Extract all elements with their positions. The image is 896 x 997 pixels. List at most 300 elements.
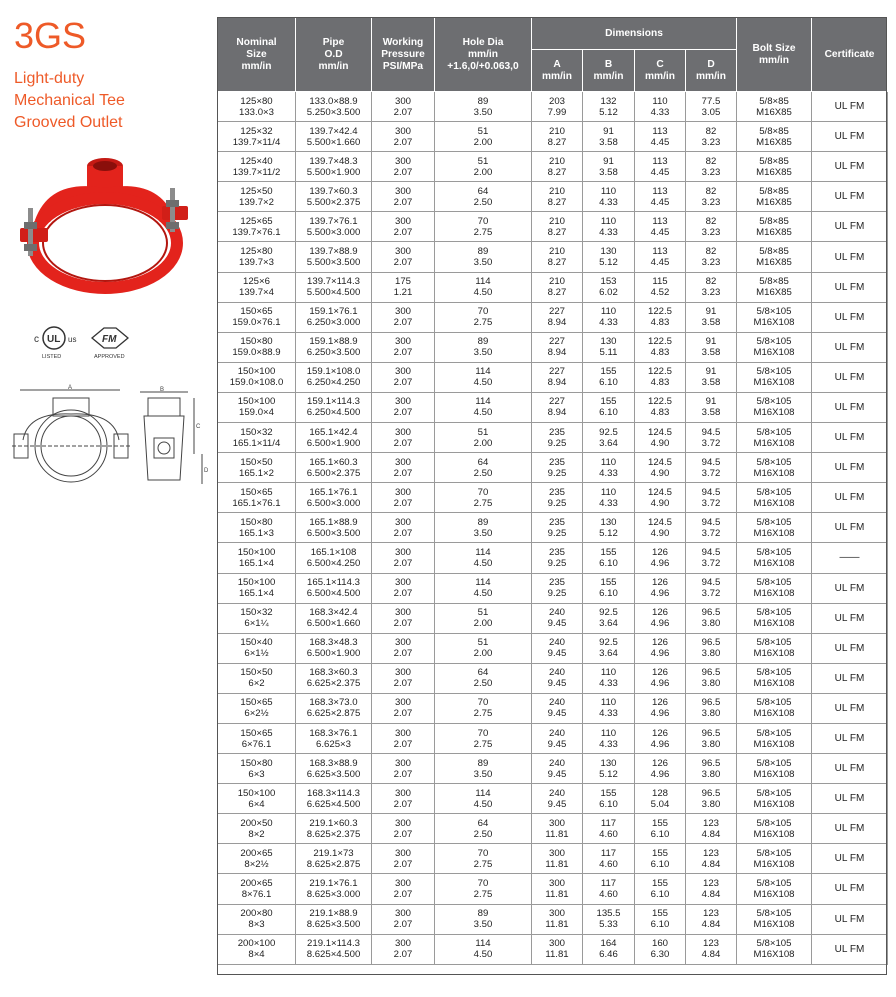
cell-working-pressure: 300 2.07 — [372, 784, 435, 814]
model-title: 3GS — [14, 15, 87, 56]
cell-nominal-size: 150×32 165.1×11/4 — [218, 423, 296, 453]
cell-dim-a: 240 9.45 — [532, 603, 583, 633]
table-row — [218, 423, 888, 453]
cell-bolt-size: 5/8×85 M16X85 — [737, 122, 812, 152]
cell-working-pressure: 300 2.07 — [372, 754, 435, 784]
cell-bolt-size: 5/8×105 M16X108 — [737, 663, 812, 693]
cell-certificate: UL FM — [812, 392, 888, 422]
cell-pipe-od: 159.1×108.0 6.250×4.250 — [296, 362, 372, 392]
cell-dim-d: 123 4.84 — [686, 874, 737, 904]
cell-dim-b: 110 4.33 — [583, 723, 635, 753]
cell-bolt-size: 5/8×105 M16X108 — [737, 362, 812, 392]
cell-pipe-od: 219.1×88.9 8.625×3.500 — [296, 904, 372, 934]
cell-dim-a: 300 11.81 — [532, 874, 583, 904]
cell-working-pressure: 300 2.07 — [372, 663, 435, 693]
table-row — [218, 543, 888, 573]
cell-dim-d: 94.5 3.72 — [686, 543, 737, 573]
cell-pipe-od: 133.0×88.9 5.250×3.500 — [296, 92, 372, 122]
cell-certificate: UL FM — [812, 212, 888, 242]
cell-bolt-size: 5/8×85 M16X85 — [737, 152, 812, 182]
cell-bolt-size: 5/8×105 M16X108 — [737, 904, 812, 934]
cell-dim-b: 130 5.12 — [583, 754, 635, 784]
cell-pipe-od: 168.3×73.0 6.625×2.875 — [296, 693, 372, 723]
cell-dim-a: 235 9.25 — [532, 513, 583, 543]
cell-bolt-size: 5/8×105 M16X108 — [737, 633, 812, 663]
cell-hole-dia: 51 2.00 — [435, 423, 532, 453]
cell-dim-d: 82 3.23 — [686, 212, 737, 242]
cell-dim-d: 123 4.84 — [686, 904, 737, 934]
cell-dim-d: 91 3.58 — [686, 392, 737, 422]
cell-working-pressure: 300 2.07 — [372, 362, 435, 392]
cell-dim-a: 210 8.27 — [532, 152, 583, 182]
cell-dim-a: 300 11.81 — [532, 934, 583, 964]
cell-bolt-size: 5/8×105 M16X108 — [737, 302, 812, 332]
cell-working-pressure: 300 2.07 — [372, 332, 435, 362]
cell-dim-d: 94.5 3.72 — [686, 453, 737, 483]
cell-dim-b: 130 5.12 — [583, 513, 635, 543]
svg-text:D: D — [204, 468, 208, 474]
product-subtitle — [14, 68, 125, 134]
cell-dim-a: 235 9.25 — [532, 573, 583, 603]
cell-dim-d: 94.5 3.72 — [686, 483, 737, 513]
cell-certificate: UL FM — [812, 272, 888, 302]
cell-working-pressure: 175 1.21 — [372, 272, 435, 302]
cell-certificate: —— — [812, 543, 888, 573]
cell-bolt-size: 5/8×85 M16X85 — [737, 242, 812, 272]
cell-hole-dia: 70 2.75 — [435, 874, 532, 904]
cell-working-pressure: 300 2.07 — [372, 212, 435, 242]
cell-dim-d: 77.5 3.05 — [686, 92, 737, 122]
cell-dim-a: 203 7.99 — [532, 92, 583, 122]
cell-working-pressure: 300 2.07 — [372, 302, 435, 332]
cell-dim-d: 96.5 3.80 — [686, 754, 737, 784]
dimension-drawing — [8, 384, 208, 494]
cell-dim-d: 91 3.58 — [686, 302, 737, 332]
cell-dim-c: 124.5 4.90 — [635, 483, 686, 513]
header-dim-b: B mm/in — [583, 50, 635, 92]
ul-listed-text: LISTED — [42, 354, 62, 360]
cell-dim-b: 110 4.33 — [583, 483, 635, 513]
header-pipe-od: Pipe O.D mm/in — [296, 18, 372, 92]
table-row — [218, 844, 888, 874]
cell-dim-d: 94.5 3.72 — [686, 423, 737, 453]
cell-dim-d: 96.5 3.80 — [686, 784, 737, 814]
cell-dim-c: 113 4.45 — [635, 242, 686, 272]
cell-dim-a: 227 8.94 — [532, 362, 583, 392]
cell-dim-b: 132 5.12 — [583, 92, 635, 122]
cell-certificate: UL FM — [812, 122, 888, 152]
cell-nominal-size: 150×80 159.0×88.9 — [218, 332, 296, 362]
cell-dim-a: 240 9.45 — [532, 754, 583, 784]
subtitle-line: Mechanical Tee — [14, 92, 125, 109]
cell-dim-d: 82 3.23 — [686, 152, 737, 182]
cell-certificate: UL FM — [812, 814, 888, 844]
table-row — [218, 152, 888, 182]
cell-working-pressure: 300 2.07 — [372, 483, 435, 513]
cell-working-pressure: 300 2.07 — [372, 152, 435, 182]
cell-dim-b: 155 6.10 — [583, 362, 635, 392]
cell-dim-d: 96.5 3.80 — [686, 693, 737, 723]
cell-dim-d: 82 3.23 — [686, 242, 737, 272]
cell-hole-dia: 114 4.50 — [435, 934, 532, 964]
cell-hole-dia: 51 2.00 — [435, 633, 532, 663]
cell-dim-c: 122.5 4.83 — [635, 332, 686, 362]
cell-dim-d: 123 4.84 — [686, 934, 737, 964]
cell-hole-dia: 51 2.00 — [435, 152, 532, 182]
cell-dim-b: 117 4.60 — [583, 844, 635, 874]
cell-working-pressure: 300 2.07 — [372, 543, 435, 573]
cell-dim-c: 126 4.96 — [635, 543, 686, 573]
header-dim-a: A mm/in — [532, 50, 583, 92]
cell-working-pressure: 300 2.07 — [372, 182, 435, 212]
cell-hole-dia: 51 2.00 — [435, 122, 532, 152]
cell-hole-dia: 89 3.50 — [435, 754, 532, 784]
cell-hole-dia: 70 2.75 — [435, 723, 532, 753]
cell-nominal-size: 150×100 165.1×4 — [218, 543, 296, 573]
spec-table-body — [218, 92, 888, 965]
cell-dim-a: 227 8.94 — [532, 332, 583, 362]
table-row — [218, 453, 888, 483]
cell-dim-a: 240 9.45 — [532, 723, 583, 753]
cell-pipe-od: 139.7×88.9 5.500×3.500 — [296, 242, 372, 272]
cell-pipe-od: 139.7×48.3 5.500×1.900 — [296, 152, 372, 182]
table-row — [218, 483, 888, 513]
cell-working-pressure: 300 2.07 — [372, 814, 435, 844]
cell-certificate: UL FM — [812, 152, 888, 182]
cell-dim-c: 126 4.96 — [635, 754, 686, 784]
cell-dim-b: 110 4.33 — [583, 663, 635, 693]
cell-dim-c: 155 6.10 — [635, 844, 686, 874]
cell-dim-c: 126 4.96 — [635, 723, 686, 753]
subtitle-line: Light-duty — [14, 70, 85, 87]
cell-hole-dia: 89 3.50 — [435, 513, 532, 543]
cell-dim-c: 124.5 4.90 — [635, 423, 686, 453]
cell-dim-b: 110 4.33 — [583, 212, 635, 242]
cell-dim-c: 155 6.10 — [635, 904, 686, 934]
cell-certificate: UL FM — [812, 633, 888, 663]
cell-pipe-od: 168.3×88.9 6.625×3.500 — [296, 754, 372, 784]
cell-certificate: UL FM — [812, 904, 888, 934]
cell-nominal-size: 150×100 165.1×4 — [218, 573, 296, 603]
cell-working-pressure: 300 2.07 — [372, 844, 435, 874]
cell-dim-b: 117 4.60 — [583, 814, 635, 844]
table-row — [218, 663, 888, 693]
cell-hole-dia: 114 4.50 — [435, 573, 532, 603]
cell-pipe-od: 219.1×114.3 8.625×4.500 — [296, 934, 372, 964]
cell-dim-b: 130 5.12 — [583, 242, 635, 272]
cell-pipe-od: 168.3×48.3 6.500×1.900 — [296, 633, 372, 663]
cell-certificate: UL FM — [812, 182, 888, 212]
cell-pipe-od: 165.1×114.3 6.500×4.500 — [296, 573, 372, 603]
cell-nominal-size: 150×65 159.0×76.1 — [218, 302, 296, 332]
table-row — [218, 904, 888, 934]
cell-nominal-size: 150×80 165.1×3 — [218, 513, 296, 543]
cell-bolt-size: 5/8×105 M16X108 — [737, 453, 812, 483]
table-row — [218, 122, 888, 152]
cell-hole-dia: 89 3.50 — [435, 332, 532, 362]
cell-dim-c: 128 5.04 — [635, 784, 686, 814]
cell-working-pressure: 300 2.07 — [372, 693, 435, 723]
cell-working-pressure: 300 2.07 — [372, 633, 435, 663]
cell-dim-c: 122.5 4.83 — [635, 392, 686, 422]
cell-dim-d: 96.5 3.80 — [686, 603, 737, 633]
table-row — [218, 242, 888, 272]
cell-bolt-size: 5/8×105 M16X108 — [737, 513, 812, 543]
cell-dim-a: 300 11.81 — [532, 814, 583, 844]
table-row — [218, 603, 888, 633]
table-row — [218, 272, 888, 302]
cell-nominal-size: 125×6 139.7×4 — [218, 272, 296, 302]
table-row — [218, 332, 888, 362]
cell-hole-dia: 64 2.50 — [435, 814, 532, 844]
cell-nominal-size: 125×80 139.7×3 — [218, 242, 296, 272]
cell-nominal-size: 200×80 8×3 — [218, 904, 296, 934]
cell-dim-b: 155 6.10 — [583, 392, 635, 422]
cell-hole-dia: 114 4.50 — [435, 543, 532, 573]
cell-hole-dia: 70 2.75 — [435, 844, 532, 874]
cell-working-pressure: 300 2.07 — [372, 453, 435, 483]
cell-certificate: UL FM — [812, 513, 888, 543]
cell-bolt-size: 5/8×105 M16X108 — [737, 934, 812, 964]
cell-pipe-od: 165.1×88.9 6.500×3.500 — [296, 513, 372, 543]
header-certificate: Certificate — [812, 18, 888, 92]
cell-dim-b: 110 4.33 — [583, 302, 635, 332]
cell-certificate: UL FM — [812, 302, 888, 332]
ul-listed-logo — [30, 322, 150, 362]
cell-dim-b: 155 6.10 — [583, 543, 635, 573]
table-row — [218, 92, 888, 122]
table-row — [218, 633, 888, 663]
cell-pipe-od: 139.7×42.4 5.500×1.660 — [296, 122, 372, 152]
cell-certificate: UL FM — [812, 332, 888, 362]
cell-working-pressure: 300 2.07 — [372, 242, 435, 272]
cell-bolt-size: 5/8×105 M16X108 — [737, 723, 812, 753]
cell-dim-d: 123 4.84 — [686, 844, 737, 874]
header-hole-dia: Hole Dia mm/in +1.6,0/+0.063,0 — [435, 18, 532, 92]
cell-bolt-size: 5/8×105 M16X108 — [737, 392, 812, 422]
cell-nominal-size: 200×65 8×2½ — [218, 844, 296, 874]
cell-hole-dia: 89 3.50 — [435, 242, 532, 272]
cell-dim-a: 240 9.45 — [532, 784, 583, 814]
cell-dim-c: 122.5 4.83 — [635, 362, 686, 392]
cell-certificate: UL FM — [812, 844, 888, 874]
cell-hole-dia: 64 2.50 — [435, 663, 532, 693]
cell-dim-a: 235 9.25 — [532, 483, 583, 513]
cell-nominal-size: 150×100 6×4 — [218, 784, 296, 814]
cell-nominal-size: 150×65 6×2½ — [218, 693, 296, 723]
cell-hole-dia: 89 3.50 — [435, 904, 532, 934]
cell-dim-b: 155 6.10 — [583, 573, 635, 603]
cell-nominal-size: 125×32 139.7×11/4 — [218, 122, 296, 152]
cell-dim-c: 113 4.45 — [635, 212, 686, 242]
cell-dim-c: 126 4.96 — [635, 663, 686, 693]
cell-pipe-od: 165.1×108 6.500×4.250 — [296, 543, 372, 573]
cell-working-pressure: 300 2.07 — [372, 92, 435, 122]
table-row — [218, 814, 888, 844]
cell-nominal-size: 150×100 159.0×4 — [218, 392, 296, 422]
cell-dim-a: 235 9.25 — [532, 543, 583, 573]
table-row — [218, 513, 888, 543]
cell-bolt-size: 5/8×105 M16X108 — [737, 573, 812, 603]
cell-hole-dia: 114 4.50 — [435, 392, 532, 422]
cell-dim-a: 210 8.27 — [532, 212, 583, 242]
cell-hole-dia: 64 2.50 — [435, 182, 532, 212]
cell-dim-b: 91 3.58 — [583, 122, 635, 152]
cell-dim-c: 126 4.96 — [635, 633, 686, 663]
fm-letters: FM — [102, 334, 117, 345]
cell-certificate: UL FM — [812, 423, 888, 453]
cell-pipe-od: 219.1×76.1 8.625×3.000 — [296, 874, 372, 904]
cell-dim-d: 91 3.58 — [686, 362, 737, 392]
cell-working-pressure: 300 2.07 — [372, 392, 435, 422]
cell-nominal-size: 150×80 6×3 — [218, 754, 296, 784]
cell-bolt-size: 5/8×105 M16X108 — [737, 784, 812, 814]
cell-certificate: UL FM — [812, 573, 888, 603]
cell-certificate: UL FM — [812, 362, 888, 392]
cell-dim-b: 110 4.33 — [583, 693, 635, 723]
header-dim-c: C mm/in — [635, 50, 686, 92]
cell-hole-dia: 114 4.50 — [435, 362, 532, 392]
cell-working-pressure: 300 2.07 — [372, 603, 435, 633]
cell-hole-dia: 70 2.75 — [435, 302, 532, 332]
cell-pipe-od: 139.7×114.3 5.500×4.500 — [296, 272, 372, 302]
cell-working-pressure: 300 2.07 — [372, 122, 435, 152]
cell-dim-b: 92.5 3.64 — [583, 633, 635, 663]
cell-dim-d: 82 3.23 — [686, 182, 737, 212]
cell-dim-a: 235 9.25 — [532, 423, 583, 453]
cell-pipe-od: 139.7×60.3 5.500×2.375 — [296, 182, 372, 212]
cell-pipe-od: 159.1×88.9 6.250×3.500 — [296, 332, 372, 362]
cell-dim-c: 124.5 4.90 — [635, 453, 686, 483]
cell-bolt-size: 5/8×85 M16X85 — [737, 182, 812, 212]
cell-dim-c: 155 6.10 — [635, 814, 686, 844]
cell-certificate: UL FM — [812, 934, 888, 964]
cell-nominal-size: 200×65 8×76.1 — [218, 874, 296, 904]
table-row — [218, 723, 888, 753]
cell-bolt-size: 5/8×105 M16X108 — [737, 754, 812, 784]
cell-dim-a: 227 8.94 — [532, 392, 583, 422]
cell-working-pressure: 300 2.07 — [372, 904, 435, 934]
cell-nominal-size: 150×32 6×1¼ — [218, 603, 296, 633]
header-nominal-size: Nominal Size mm/in — [218, 18, 296, 92]
cell-dim-c: 113 4.45 — [635, 122, 686, 152]
cell-dim-c: 126 4.96 — [635, 573, 686, 603]
cell-pipe-od: 165.1×60.3 6.500×2.375 — [296, 453, 372, 483]
mechanical-tee-image — [10, 148, 195, 298]
cell-dim-a: 240 9.45 — [532, 663, 583, 693]
cell-dim-a: 240 9.45 — [532, 633, 583, 663]
cell-certificate: UL FM — [812, 92, 888, 122]
cell-dim-b: 92.5 3.64 — [583, 423, 635, 453]
cell-dim-d: 82 3.23 — [686, 122, 737, 152]
table-row — [218, 874, 888, 904]
cell-hole-dia: 64 2.50 — [435, 453, 532, 483]
cell-dim-a: 210 8.27 — [532, 242, 583, 272]
cell-dim-c: 115 4.52 — [635, 272, 686, 302]
cell-nominal-size: 150×50 165.1×2 — [218, 453, 296, 483]
cell-bolt-size: 5/8×105 M16X108 — [737, 874, 812, 904]
cell-dim-a: 227 8.94 — [532, 302, 583, 332]
cell-bolt-size: 5/8×105 M16X108 — [737, 814, 812, 844]
fm-approved-text: APPROVED — [94, 354, 125, 360]
table-row — [218, 754, 888, 784]
cell-nominal-size: 150×40 6×1½ — [218, 633, 296, 663]
cell-certificate: UL FM — [812, 242, 888, 272]
cell-bolt-size: 5/8×105 M16X108 — [737, 423, 812, 453]
cell-certificate: UL FM — [812, 784, 888, 814]
cell-pipe-od: 159.1×76.1 6.250×3.000 — [296, 302, 372, 332]
cell-dim-b: 130 5.11 — [583, 332, 635, 362]
cell-nominal-size: 150×100 159.0×108.0 — [218, 362, 296, 392]
cell-dim-b: 155 6.10 — [583, 784, 635, 814]
cell-certificate: UL FM — [812, 663, 888, 693]
cell-certificate: UL FM — [812, 693, 888, 723]
spec-table — [217, 17, 888, 965]
cell-dim-d: 96.5 3.80 — [686, 663, 737, 693]
cell-bolt-size: 5/8×105 M16X108 — [737, 332, 812, 362]
cell-pipe-od: 168.3×60.3 6.625×2.375 — [296, 663, 372, 693]
header-working-pressure: Working Pressure PSI/MPa — [372, 18, 435, 92]
cell-dim-d: 96.5 3.80 — [686, 723, 737, 753]
cell-dim-d: 94.5 3.72 — [686, 513, 737, 543]
cell-hole-dia: 114 4.50 — [435, 784, 532, 814]
cell-certificate: UL FM — [812, 754, 888, 784]
ul-c-mark: c — [34, 334, 39, 345]
table-row — [218, 362, 888, 392]
product-panel — [0, 0, 210, 997]
cell-dim-b: 164 6.46 — [583, 934, 635, 964]
cell-certificate: UL FM — [812, 453, 888, 483]
cell-bolt-size: 5/8×85 M16X85 — [737, 212, 812, 242]
cell-dim-d: 91 3.58 — [686, 332, 737, 362]
header-dim-d: D mm/in — [686, 50, 737, 92]
cell-bolt-size: 5/8×85 M16X85 — [737, 92, 812, 122]
cell-dim-b: 153 6.02 — [583, 272, 635, 302]
cell-working-pressure: 300 2.07 — [372, 423, 435, 453]
cell-dim-a: 240 9.45 — [532, 693, 583, 723]
cell-nominal-size: 150×50 6×2 — [218, 663, 296, 693]
cell-working-pressure: 300 2.07 — [372, 513, 435, 543]
cell-hole-dia: 114 4.50 — [435, 272, 532, 302]
cell-certificate: UL FM — [812, 723, 888, 753]
table-row — [218, 212, 888, 242]
cell-dim-b: 135.5 5.33 — [583, 904, 635, 934]
certification-logos — [30, 322, 150, 362]
table-row — [218, 302, 888, 332]
cell-working-pressure: 300 2.07 — [372, 934, 435, 964]
cell-pipe-od: 165.1×42.4 6.500×1.900 — [296, 423, 372, 453]
ul-letters: UL — [47, 334, 61, 345]
cell-certificate: UL FM — [812, 603, 888, 633]
cell-dim-c: 126 4.96 — [635, 603, 686, 633]
cell-pipe-od: 168.3×114.3 6.625×4.500 — [296, 784, 372, 814]
cell-dim-b: 91 3.58 — [583, 152, 635, 182]
cell-pipe-od: 159.1×114.3 6.250×4.500 — [296, 392, 372, 422]
spec-table-wrap — [217, 17, 887, 965]
subtitle-line: Grooved Outlet — [14, 114, 123, 131]
cell-pipe-od: 219.1×60.3 8.625×2.375 — [296, 814, 372, 844]
table-row — [218, 693, 888, 723]
cell-nominal-size: 125×65 139.7×76.1 — [218, 212, 296, 242]
cell-dim-a: 210 8.27 — [532, 182, 583, 212]
cell-hole-dia: 89 3.50 — [435, 92, 532, 122]
cell-nominal-size: 200×50 8×2 — [218, 814, 296, 844]
svg-text:C: C — [196, 424, 201, 430]
table-row — [218, 573, 888, 603]
cell-dim-b: 110 4.33 — [583, 453, 635, 483]
cell-hole-dia: 70 2.75 — [435, 693, 532, 723]
cell-pipe-od: 219.1×73 8.625×2.875 — [296, 844, 372, 874]
